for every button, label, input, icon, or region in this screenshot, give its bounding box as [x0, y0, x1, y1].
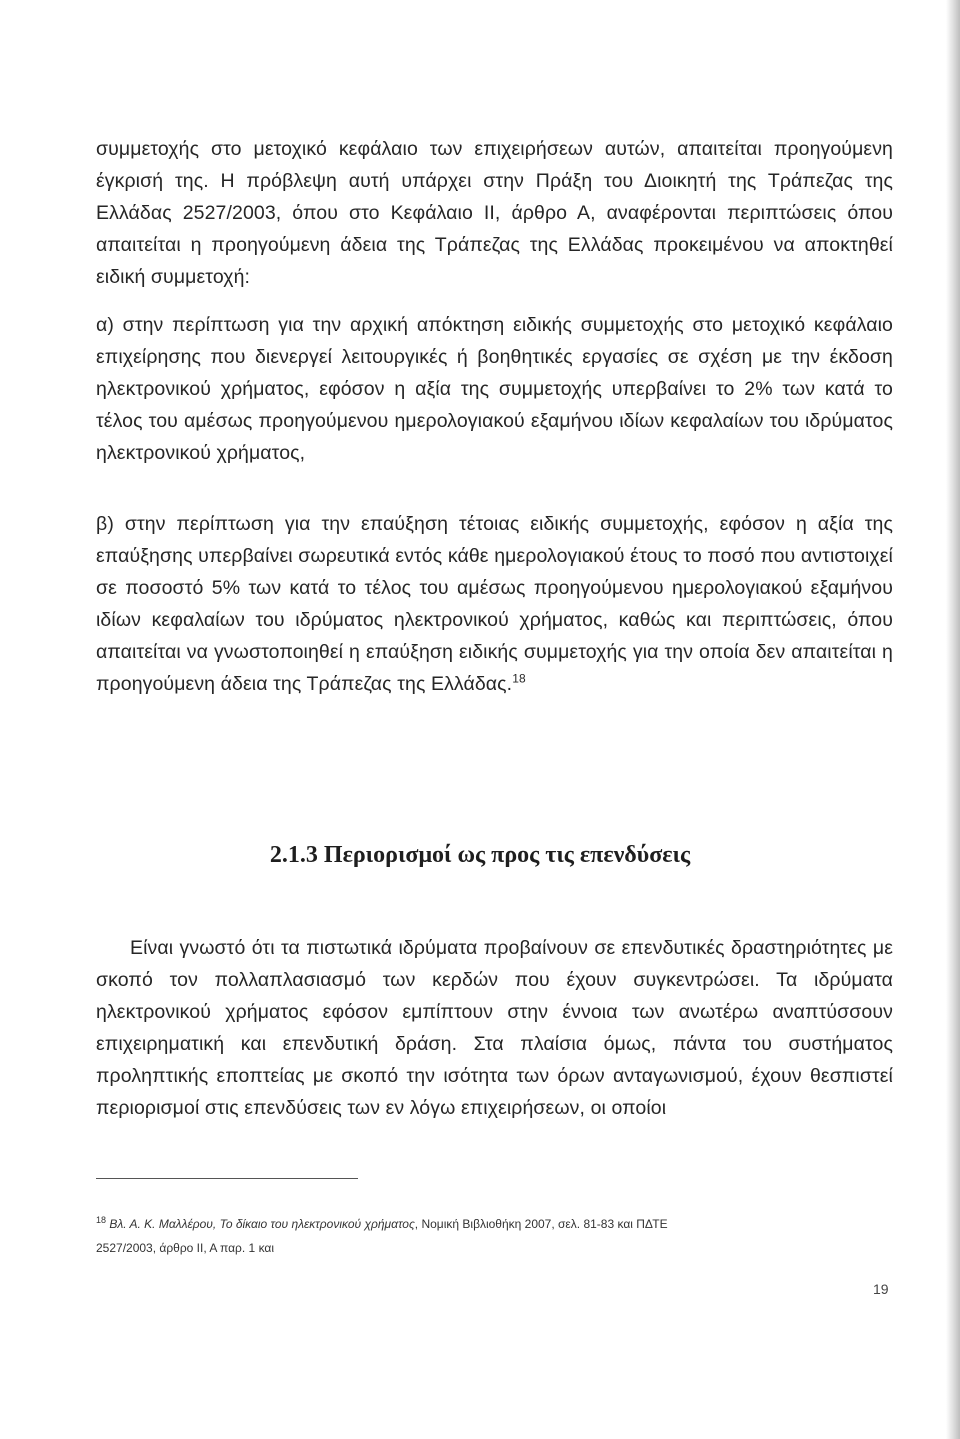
footnote	[96, 1208, 876, 1260]
page-edge-shadow	[946, 0, 960, 1439]
list-item-a	[96, 309, 893, 469]
section-paragraph	[96, 932, 893, 1124]
section-paragraph-text: Είναι γνωστό ότι τα πιστωτικά ιδρύματα προβαίνουν σε επενδυτικές δραστηριότητες με σκοπό τον πολλαπλασιασμό των κερδών που έχουν συγκεντρώσει. Τα ιδρύματα ηλεκτρονικού χρήματος εφόσον εμπίπτουν στην έννοια των ανωτέρω αναπτύσσουν επιχειρηματική και επενδυτική δράση. Στα πλαίσια όμως, πάντα του συστήματος προληπτικής εποπτείας με σκοπό την ισότητα των όρων ανταγωνισμού, έχουν θεσπιστεί περιορισμοί στις επενδύσεις των εν λόγω επιχειρήσεων, οι οποίοι	[96, 937, 893, 1119]
footnote-number: 18	[96, 1215, 107, 1225]
list-item-a-text: α) στην περίπτωση για την αρχική απόκτηση ειδικής συμμετοχής στο μετοχικό κεφάλαιο επιχείρησης που διενεργεί λειτουργικές ή βοηθητικές εργασίες σε σχέση με την έκδοση ηλεκτρονικού χρήματος, εφόσον η αξία της συμμετοχής υπερβαίνει το 2% των κατά το τέλος του αμέσως προηγούμενου ημερολογιακού εξαμήνου ιδίων κεφαλαίων του ιδρύματος ηλεκτρονικού χρήματος,	[96, 314, 893, 464]
footnote-line-2: 2527/2003, άρθρο ΙΙ, Α παρ. 1 και	[96, 1241, 275, 1255]
footnote-reference: 18	[512, 671, 526, 686]
footnote-divider	[96, 1178, 358, 1179]
footnote-line-1	[96, 1208, 876, 1236]
page-number: 19	[873, 1281, 889, 1297]
body-paragraph-1	[96, 133, 893, 293]
section-heading: 2.1.3 Περιορισμοί ως προς τις επενδύσεις	[269, 842, 691, 868]
list-item-b	[96, 508, 893, 700]
paragraph-text: συμμετοχής στο μετοχικό κεφάλαιο των επιχειρήσεων αυτών, απαιτείται προηγούμενη έγκρισή της. Η πρόβλεψη αυτή υπάρχει στην Πράξη του Διοικητή της Τράπεζας της Ελλάδας 2527/2003, όπου στο Κεφάλαιο II, άρθρο Α, αναφέρονται περιπτώσεις όπου απαιτείται η προηγούμενη άδεια της Τράπεζας της Ελλάδας προκειμένου να αποκτηθεί ειδική συμμετοχή:	[96, 138, 893, 288]
footnote-publisher: , Νομική Βιβλιοθήκη 2007, σελ. 81-83 και ΠΔΤΕ	[414, 1217, 668, 1231]
list-item-b-body: β) στην περίπτωση για την επαύξηση τέτοιας ειδικής συμμετοχής, εφόσον η αξία της επαύξησης υπερβαίνει σωρευτικά εντός κάθε ημερολογιακού έτους το ποσό που αντιστοιχεί σε ποσοστό 5% των κατά το τέλος του αμέσως προηγούμενου ημερολογιακού εξαμήνου ιδίων κεφαλαίων του ιδρύματος ηλεκτρονικού χρήματος, καθώς και περιπτώσεις, όπου απαιτείται να γνωστοποιηθεί η επαύξηση ειδικής συμμετοχής για την οποία δεν απαιτείται η προηγούμενη άδεια της Τράπεζας της Ελλάδας.	[96, 513, 893, 695]
footnote-citation: Βλ. Α. Κ. Μαλλέρου, Το δίκαιο του ηλεκτρονικού χρήματος	[109, 1217, 415, 1231]
list-item-b-text	[96, 508, 893, 700]
